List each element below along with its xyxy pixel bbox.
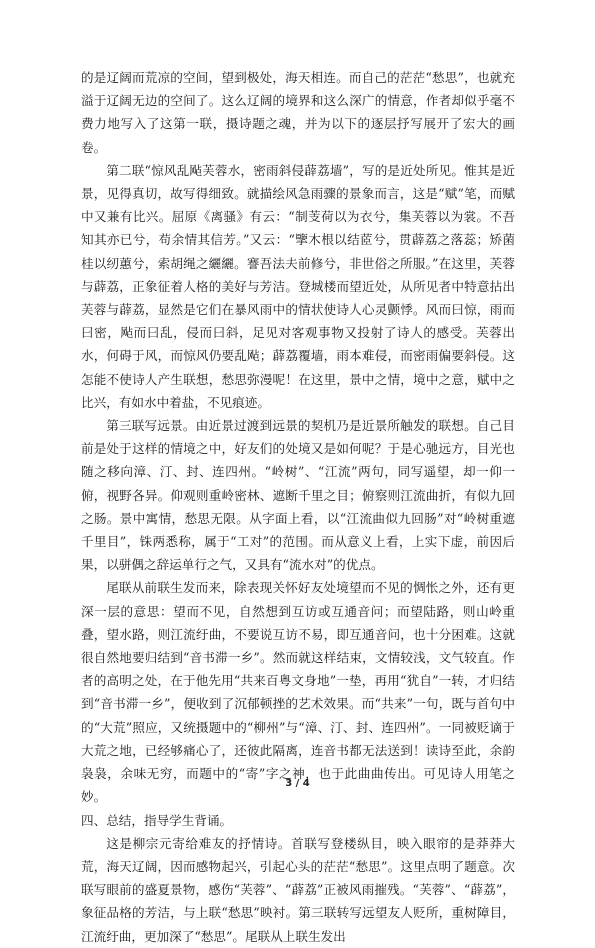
paragraph-continuation: 的是辽阔而荒凉的空间，望到极处，海天相连。而自己的茫茫“愁思”，也就充溢于辽阔无边的空间了。这么辽阔的境界和这么深广的情意，作者却似乎毫不费力地写入了这第一联，摄诗题之魂，并为以下的逐层抒写展开了宏大的画卷。 bbox=[81, 70, 515, 155]
paragraph-summary: 这是柳宗元寄给难友的抒情诗。首联写登楼纵目，映入眼帘的是莽莽大荒，海天辽阔，因而感物起兴，引起心头的茫茫“愁思”。这里点明了题意。次联写眼前的盛夏景物，感伤“芙蓉”、“薜荔”正被风雨摧残。“芙蓉”、“薜荔”，象征品格的芳洁，与上联“愁思”映衬。第三联转写远望友人贬所，重树障目，江流纡曲，更加深了“愁思”。尾联从上联生发出 bbox=[81, 835, 515, 944]
section-heading-summary: 四、总结，指导学生背诵。 bbox=[81, 812, 233, 828]
page-number: 3 / 4 bbox=[285, 778, 310, 789]
paragraph-third-couplet: 第三联写远景。由近景过渡到远景的契机乃是近景所触发的联想。自己目前是处于这样的情境之中，好友们的处境又是如何呢？于是心驰远方，目光也随之移向漳、汀、封、连四州。“岭树”、“江流”两句，同写遥望，却一仰一俯，视野各异。仰观则重岭密林、遮断千里之目；俯察则江流曲折，有似九回之肠。景中寓情，愁思无限。从字面上看，以“江流曲似九回肠”对“岭树重遮千里目”，铢两悉称，属于“工对”的范围。而从意义上看，上实下虚，前因后果，以骈偶之辞运单行之气，又具有“流水对”的优点。 bbox=[81, 418, 515, 573]
paragraph-final-couplet: 尾联从前联生发而来，除表现关怀好友处境望而不见的惆怅之外，还有更深一层的意思：望而不见，自然想到互访或互通音问；而望陆路，则山岭重叠，望水路，则江流纡曲，不要说互访不易，即互通音问，也十分困难。这就很自然地要归结到“音书滞一乡”。然而就这样结束，文情较浅，文气较直。作者的高明之处，在于他先用“共来百粤文身地”一垫，再用“犹自”一转，才归结到“音书滞一乡”，便收到了沉郁顿挫的艺术效果。而“共来”一句，既与首句中的“大荒”照应，又统摄题中的“柳州”与“漳、汀、封、连四州”。一同被贬谪于大荒之地，已经够痛心了，还彼此隔离，连音书都无法送到！读诗至此，余韵袅袅，余味无穷，而题中的“寄”字之神，也于此曲曲传出。可见诗人用笔之妙。 bbox=[81, 580, 515, 805]
document-body bbox=[81, 66, 515, 948]
paragraph-second-couplet: 第二联“惊风乱飐芙蓉水，密雨斜侵薜荔墙”，写的是近处所见。惟其是近景，见得真切，故写得细致。就描绘风急雨骤的景象而言，这是“赋”笔，而赋中又兼有比兴。屈原《离骚》有云：“制芰荷以为衣兮，集芙蓉以为裳。不吾知其亦已兮，苟余情其信芳。”又云：“擥木根以结茝兮，贯薜荔之落蕊；矫菌桂以纫蕙兮，索胡绳之纚纚。謇吾法夫前修兮，非世俗之所服。”在这里，芙蓉与薜荔，正象征着人格的美好与芳洁。登城楼而望近处，从所见者中特意拈出芙蓉与薜荔，显然是它们在暴风雨中的情状使诗人心灵颤悸。风而曰惊，雨而曰密，飐而曰乱，侵而曰斜，足见对客观事物又投射了诗人的感受。芙蓉出水，何碍于风，而惊风仍要乱飐；薜荔覆墙，雨本难侵，而密雨偏要斜侵。这怎能不使诗人产生联想，愁思弥漫呢！在这里，景中之情，境中之意，赋中之比兴，有如水中着盐，不见痕迹。 bbox=[81, 162, 515, 410]
